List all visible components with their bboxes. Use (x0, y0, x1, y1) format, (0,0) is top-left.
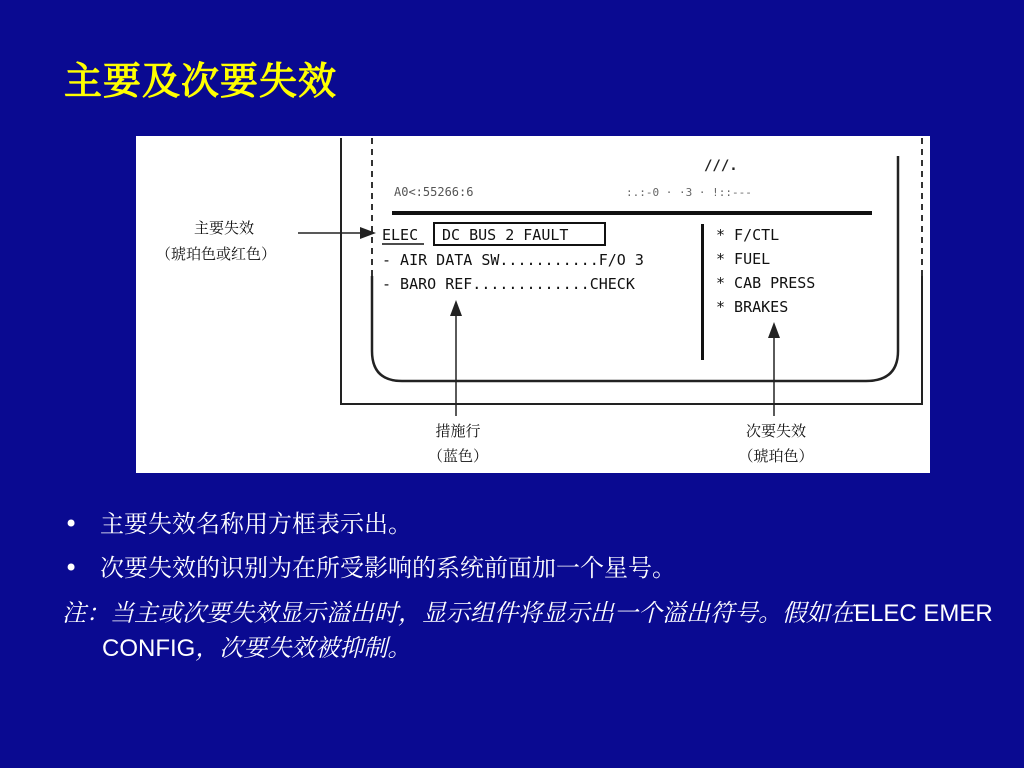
secondary-sublabel: （琥珀色） (738, 447, 814, 465)
action-label: 措施行 (435, 422, 481, 440)
bullet-dot: • (64, 510, 79, 538)
secondary-label: 次要失效 (745, 422, 807, 440)
primary-label: 主要失效 (193, 219, 255, 237)
bullet-text: 次要失效的识别为在所受影响的系统前面加一个星号。 (100, 554, 676, 582)
secondary-arrow-head (768, 322, 780, 338)
primary-sublabel: （琥珀色或红色） (155, 245, 277, 263)
ecam-diagram (136, 136, 930, 473)
note-text-part1: 注：当主或次要失效显示溢出时，显示组件将显示出一个溢出符号。假如在 (62, 599, 854, 627)
bullet-dot: • (64, 554, 79, 582)
note-text-part2: ，次要失效被抑制。 (195, 634, 412, 662)
secondary-item: * BRAKES (716, 298, 789, 316)
fault-box-text: DC BUS 2 FAULT (442, 226, 569, 244)
upper-ecam-blur-text-2: :.:-0 · ·3 · !::--- (626, 186, 752, 199)
vertical-divider (701, 224, 704, 360)
elec-text: ELEC (382, 226, 419, 244)
primary-arrow-head (360, 227, 376, 239)
action-line-1: - AIR DATA SW...........F/O 3 (382, 251, 644, 269)
separator-bar (392, 211, 872, 215)
bullet-text: 主要失效名称用方框表示出。 (100, 510, 412, 538)
secondary-item: * FUEL (716, 250, 771, 268)
bullet-list (62, 506, 1002, 666)
action-line-2: - BARO REF.............CHECK (382, 275, 635, 293)
diagram-svg (136, 136, 930, 473)
action-arrow-head (450, 300, 462, 316)
upper-ecam-blur-text-3: ///. (704, 158, 738, 174)
secondary-item: * F/CTL (716, 226, 780, 244)
action-sublabel: （蓝色） (427, 447, 489, 465)
display-outer-frame (341, 138, 922, 404)
bullet-item (62, 506, 1002, 550)
bullet-item (62, 550, 1002, 594)
upper-ecam-blur-text: A0<:55266:6 (394, 185, 474, 199)
note-paragraph (62, 596, 1002, 666)
note-latin-text: ELEC EMER CONFIG (102, 600, 993, 662)
slide-title: 主要及次要失效 (64, 58, 338, 103)
secondary-item: * CAB PRESS (716, 274, 816, 292)
